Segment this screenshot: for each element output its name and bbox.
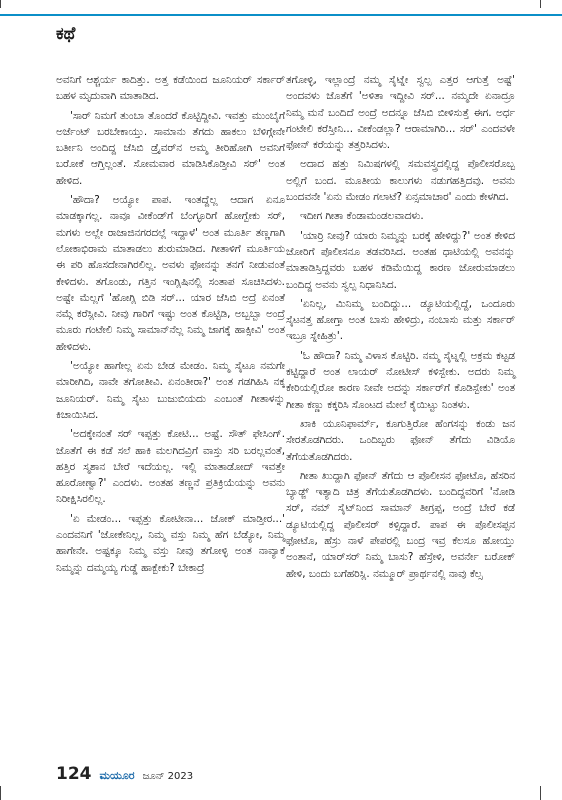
magazine-logo: ಮಯೂರ <box>99 769 135 782</box>
paragraph: ಅದಾದ ಹತ್ತು ನಿಮಿಷಗಳಲ್ಲಿ ಸಮವಸ್ತ್ರದಲ್ಲಿದ್ದ ಪೊಲೀಸರೊಬ್ಬ ಅಲ್ಲಿಗೆ ಬಂದ. ಮೂತೀಯ ಕಾಲುಗಳು ನಡುಗಹತ್ತಿದವು. ಅವನು ಬಂದವನೇ 'ಏನು ಮೇಡಂ ಗಲಾಟೆ? ಏನ್ಸಮಾಚಾರ' ಎಂದು ಕೇಳಗಿದ. <box>286 158 515 204</box>
paragraph: 'ಹೌದಾ? ಅಯ್ಯೋ ಪಾಪ. ಇಂತದ್ದೆಲ್ಲ ಆದಾಗ ಏನೂ ಮಾಡಕ್ಕಾಗಲ್ಲ. ನಾವೂ ವೀಕೆಂಡ್‌ಗೆ ಬೆಂಗ್ಳೂರಿಗೆ ಹೋಗ್ಬೇಕು ಸರ್, ಮಗಳು ಅಲ್ಲೇ ರಾಜಾಜಿನಗರದಲ್ಲೆ ಇದ್ದಾಳೆ' ಅಂತ ಮೂರ್ತಿ ತಣ್ಣಗಾಗಿ ಲೋಕಾಭಿರಾಮ ಮಾತಾಡಲು ಶುರುಮಾಡಿದ. ಗೀತಾಳಿಗೆ ಮೂರ್ತಿಯ ಈ ಪರಿ ಹೊಸದೇನಾಗಿರಲಿಲ್ಲ. ಅವಳು ಫೋನನ್ನು ತನಗೆ ನೀಡುವಂತೆ ಕೇಳಿದಳು. ತಗೊಂಡು, ಗತ್ತಿನ ಇಂಗ್ಲಿಷಿನಲ್ಲಿ ಸಂತಾಪ ಸೂಚಿಸಿದಳು. ಅಷ್ಟೇ ಮೆಲ್ಲಗೆ 'ಹೋಗ್ಲಿ ಬಿಡಿ ಸರ್... ಯಾರ ಜೆಸಿಬಿ ಅದ್ರೆ ಏನಂತೆ ನಮ್ಗೆ ಕರೆಸ್ಲೀವಿ. ನೀವು ಗಾರಿಗೆ ಇಷ್ಟು ಅಂತ ಕೊಟ್ಟಿಡಿ, ಅಬ್ಬಬ್ಬಾ ಅಂದ್ರೆ ಮೂರು ಗಂಟೇಲಿ ನಿಮ್ಮ ಸಾಮಾನ್‌ನೆಲ್ಲ ನಿಮ್ಮ ಜಾಗಕ್ಕೆ ಹಾಕ್ಸೀವಿ' ಅಂತ ಹೇಳಿದಳು. <box>56 194 285 353</box>
paragraph: 'ಅಯ್ಯೋ ಹಾಗೇಲ್ಲ ಏನು ಬೇಡ ಮೇಡಂ. ನಿಮ್ಮ ಸೈಟೂ ನಮಗೇ ಮಾರೀಗಿದಿ, ನಾವೇ ತಗೋತೀವಿ. ಏನಂತೀರಾ?' ಅಂತ ಗಡಗಿಹಿಸಿ ನಕ್ಕ ಜೂನಿಯರ್. ನಿಮ್ಮ ಸೈಟು ಬುಜುಬಿಯದು ಎಂಬಂತೆ ಗೀತಾಳನ್ನು ಕಿಚಾಯಿಸಿದ. <box>56 360 285 421</box>
paragraph: ಗೀತಾ ಖುದ್ದಾಗಿ ಫೋನ್ ತೆಗೆದು ಆ ಪೊಲೀಸನ ಫೋಟೊ, ಹೆಸರಿನ ಬ್ಯಾಡ್ಜ್ ಇತ್ಯಾದಿ ಚಿತ್ರ ತೆಗೆಯತೊಡಗಿದಳು. ಬಂದಿದ್ದವರಿಗೆ 'ನೋಡಿ ಸರ್, ನಮ್ ಸೈಟ್‌ನಿಂದ ಸಾಮಾನ್ ತೀಗ್ರಪ್ಪ, ಅಂದ್ರೆ ಬೇರೆ ಕಡೆ ಡ್ಯೂಟಿಯಲ್ಲಿದ್ದ ಪೊಲೀಸರ್ ಕಳ್ಸಿದ್ದಾರೆ. ಪಾಪ ಈ ಪೊಲೀಸಪ್ಪನ ಫೋಟೊ, ಹೆಸ್ರು ನಾಳೆ ಪೇಪರಲ್ಲಿ ಬಂದ್ರ ಇವ್ರ ಕೆಲಸೂ ಹೋಯ್ತು ಅಂತಾನೆ, ಯಾರ್‌ಸರ್ ನಿಮ್ಮ ಬಾಸು? ಹೆಸ್ರೇಳಿ, ಅವರ್ನೇ ಬರೋಕ್ ಹೇಳಿ, ಬಂದು ಬಗೆಹರಿಸ್ಲಿ. ನಮ್ಮೂರ್ ಪ್ರಾರ್ಥನಲ್ಲಿ ನಾವು ಕೆಲ್ಸ <box>286 469 515 580</box>
paragraph: 'ಸಾರ್ ನಿಮಗೆ ತುಂಬಾ ತೊಂದರೆ ಕೊಟ್ಟಿದ್ದೀವಿ. ಇವತ್ತು ಮುಂಬೈಗೆ ಅರ್ಜೆಂಟ್ ಬರಬೇಕಾಯ್ತು. ಸಾಮಾನು ತೆಗದು ಹಾಕಲು ಬೆಳಿಗ್ಗೇನೇ ಬರ್ತೀನಿ ಅಂದಿದ್ದ ಜೆಸಿಬಿ ಡ್ರೈವರ್‌ನ ಅಮ್ಮ ತೀರಿಹೋಗಿ ಅವನಿಗೆ ಬರೋಕೆ ಆಗ್ತಿಲ್ಲಂತೆ. ಸೋಮವಾರ ಮಾಡಿಸಿಕೊಡ್ತೀವಿ ಸರ್' ಅಂತ ಹೇಳಿದ. <box>56 109 285 187</box>
paragraph: ಖಾಕಿ ಯೂನಿಫಾರ್ಮ್, ಕೂಗುತ್ತಿರೋ ಹೆಂಗಸನ್ನು ಕಂಡು ಜನ ಸೇರತೊಡಗಿದರು. ಒಂದಿಬ್ಬರು ಫೋನ್ ತೆಗೆದು ವಿಡಿಯೊ ತೆಗೆಯತೊಡಗಿದರು. <box>286 417 515 463</box>
crop-mark <box>540 786 541 800</box>
paragraph: 'ಏ ಮೇಡಂ... ಇಪ್ಪತ್ತು ಕೋಟೀನಾ... ಜೋಕ್ ಮಾಡ್ತೀರ...' ಎಂದವನಿಗೆ 'ಜೋಕೇನಿಲ್ಲ, ನಿಮ್ಮ ವಸ್ತು ನಿಮ್ಮ ಹೆಗ ಬೆಡ್ಯೋ, ನಿಮ್ಮ ಹಾಗೇನೇ. ಅಷ್ಟಕ್ಕೂ ನಿಮ್ಮ ವಸ್ತು ನೀವು ತಗೋಳ್ಳಿ ಅಂತ ನಾವ್ಯಾಕೆ ನಿಮ್ಮನ್ನು ದಮ್ಮಯ್ಯ ಗುಡ್ಡೆ ಹಾಕ್ಬೇಕು? ಬೇಕಾದ್ರೆ <box>56 512 285 574</box>
paragraph: ಅವನಿಗೆ ಆಶ್ಚರ್ಯ ಕಾದಿತ್ತು. ಅತ್ತ ಕಡೆಯಿಂದ ಜೂನಿಯರ್ ಸರ್ಕಾರ್ ಬಹಳ ಮೃದುವಾಗಿ ಮಾತಾಡಿದ. <box>56 74 285 103</box>
left-column <box>56 72 285 579</box>
crop-mark <box>0 0 1 8</box>
crop-mark <box>540 0 541 8</box>
header-rule <box>0 14 562 16</box>
paragraph: 'ಓ ಹೌದಾ? ನಿಮ್ಮ ವಿಳಾಸ ಕೊಟ್ಟಿರಿ. ನಮ್ಮ ಸೈಟ್ನಲ್ಲಿ ಅಕ್ರಮ ಕಟ್ಟಡ ಕಟ್ಟಿದ್ದಾರೆ ಅಂತ ಲಾಯರ್ ನೋಟೀಸ್ ಕಳಿಸ್ಬೇಕು. ಅದರು ನಿಮ್ಮ ಕೇರಿಯಲ್ಲಿರೋ ಕಾರಣ ನೀವೇ ಅದನ್ನು ಸರ್ಕಾರ್‌ಗೆ ಕೊಡಿಸ್ಬೇಕು' ಅಂತ ಗೀತಾ ಕಣ್ಣು ಕಕ್ಕರಿಸಿ ಸೊಂಟದ ಮೇಲೆ ಕೈಯಿಟ್ಟು ನಿಂತಳು. <box>286 349 515 411</box>
paragraph: 'ಏನಿಲ್ಲ, ಮಿನಿಮ್ಮ ಬಂದಿದ್ದು... ಡ್ಯೂಟಿಯಲ್ಲಿದ್ದೆ, ಒಂದೂರು ಸೈಟನತ್ತ ಹೋಗ್ತಾ ಅಂತ ಬಾಸು ಹೇಳಿದ್ರು, ನಂಬಾಸು ಮತ್ತು ಸರ್ಕಾರ್ ಇಬ್ರೂ ಸ್ನೇಹಿತ್ರು'. <box>286 297 515 343</box>
issue-date: ಜೂನ್ 2023 <box>142 771 194 782</box>
paragraph: 'ಯಾರ್ರಿ ನೀವು? ಯಾರು ನಿಮ್ಮನ್ನು ಬರಕ್ಕೆ ಹೇಳಿದ್ದು?' ಅಂತ ಕೇಳಿದ ಜೋರಿಗೆ ಪೊಲೀಸನೂ ತಡವರಿಸಿದ. ಅಂತಹ ಧಾಟಿಯಲ್ಲಿ ಅವನನ್ನು ಮಾತಾಡಿಸ್ತಿದ್ದವರು ಬಹಳ ಕಡಿಮೆಯಿದ್ದ ಕಾರಣ ಜೋರುಮಾಡಲು ಬಂದಿದ್ದ ಅವನು ಸ್ವಲ್ಪ ನಿಧಾನಿಸಿದ. <box>286 229 515 291</box>
page-number: 124 <box>56 764 92 784</box>
crop-mark <box>0 786 1 800</box>
paragraph: ಇದೀಗ ಗೀತಾ ಕೆಂಡಾಮಂಡಲವಾದಳು. <box>300 210 424 223</box>
page-footer <box>56 764 193 784</box>
paragraph: 'ಅದಕ್ಕೇನಂತೆ ಸರ್ ಇಪ್ಪತ್ತು ಕೋಟಿ... ಅಷ್ಟೆ. ಸೌತ್ ಫೇಸಿಂಗ್. ಜೊತೆಗೆ ಈ ಕಡೆ ಸಲೆ ಹಾಕಿ ಮಲಗಿದವ್ರಿಗೆ ವಾಸ್ತು ಸರಿ ಬರಲ್ಲವಂತೆ, ಹತ್ತಿರ ಸ್ಮಶಾನ ಬೇರೆ ಇದೆಯಲ್ಲ. ಇಲ್ಲಿ ಮಾತಾಡೋದ್ ಇವತ್ತೇ ಹೂರೋಣ್ವಾ?' ಎಂದಳು. ಅಂತಹ ತಣ್ಣನೆ ಪ್ರತಿಕ್ರಿಯೆಯನ್ನು ಅವನು ನಿರೀಕ್ಷಿಸಿರಲಿಲ್ಲ. <box>56 428 285 506</box>
section-title: ಕಥೆ <box>56 24 76 44</box>
paragraph: ತಗೋಳ್ಳಿ, ಇಲ್ಲಾಂದ್ರೆ ನಮ್ಮ ಸೈಟ್ನೇ ಸ್ವಲ್ಪ ಎತ್ತರ ಆಗುತ್ತೆ ಅಷ್ಟೆ' ಅಂದವಳು ಜೊತೆಗೆ 'ಅಳಿತಾ ಇದ್ದೀವಿ ಸರ್... ನಮ್ಮದೇ ಏನಾದ್ರೂ ನಿಮ್ಮ ಮನೆ ಬಂದಿದೆ ಅಂದ್ರೆ ಅದನ್ನೂ ಜೆಸಿಬಿ ಬೀಳಿಸುತ್ತೆ ಈಗ. ಅರ್ಧ ಗಂಟೇಲಿ ಕರೆಸ್ತೀನಿ... ವೀಕೆಂಡಲ್ಲಾ? ಆರಾಮಾಗಿರಿ... ಸರ್' ಎಂದವಳೇ ಫೋನ್ ಕರೆಯನ್ನು ತತ್ತರಿಸಿದಳು. <box>286 74 515 152</box>
right-column <box>286 72 515 585</box>
